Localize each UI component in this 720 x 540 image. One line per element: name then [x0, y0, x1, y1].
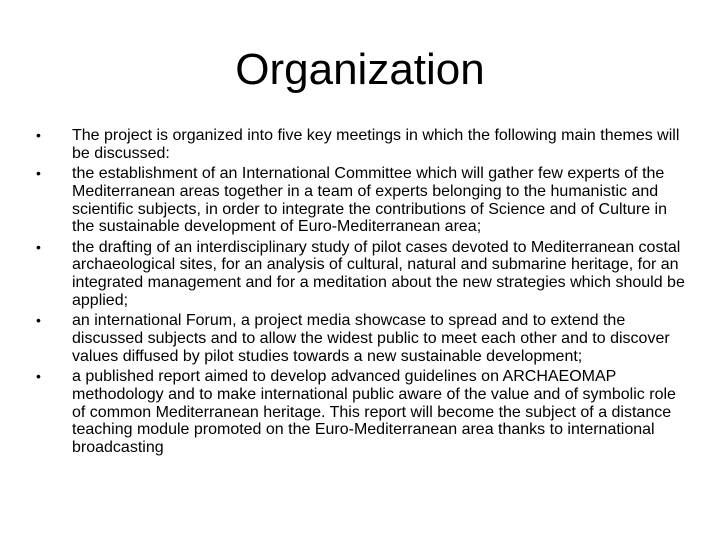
bullet-item	[36, 239, 686, 310]
bullet-text: the establishment of an International Committee which will gather few experts of the Mediterranean areas together in a team of experts belonging to the humanistic and scientific subjects, in order to integrate the contributions of Science and of Culture in the sustainable development of Euro-Mediterranean area;	[72, 164, 667, 236]
bullet-item	[36, 127, 686, 163]
slide-title: Organization	[235, 45, 485, 94]
bullet-item	[36, 165, 686, 236]
bullet-icon: •	[36, 164, 41, 181]
bullet-item	[36, 368, 686, 457]
bullet-text: the drafting of an interdisciplinary study of pilot cases devoted to Mediterranean costal archaeological sites, for an analysis of cultural, natural and submarine heritage, for an integrated management and for a meditation about the new strategies which should be applied;	[72, 238, 685, 309]
bullet-text: an international Forum, a project media showcase to spread and to extend the discussed subjects and to allow the widest public to meet each other and to discover values diffused by pilot studies towards a new sustainable development;	[72, 312, 670, 365]
bullet-icon: •	[36, 127, 41, 143]
bullet-text: The project is organized into five key meetings in which the following main themes will be discussed:	[72, 127, 680, 162]
bullet-text: a published report aimed to develop advanced guidelines on ARCHAEOMAP methodology and to make international public aware of the value and of symbolic role of common Mediterranean heritage. This report will become the subject of a distance teaching module promoted on the Euro-Mediterranean area thanks to international broadcasting	[72, 367, 676, 457]
bullet-icon: •	[36, 238, 41, 255]
bullet-item	[36, 312, 686, 365]
bullet-list	[36, 127, 686, 459]
bullet-icon: •	[36, 312, 41, 329]
bullet-icon: •	[36, 367, 41, 384]
